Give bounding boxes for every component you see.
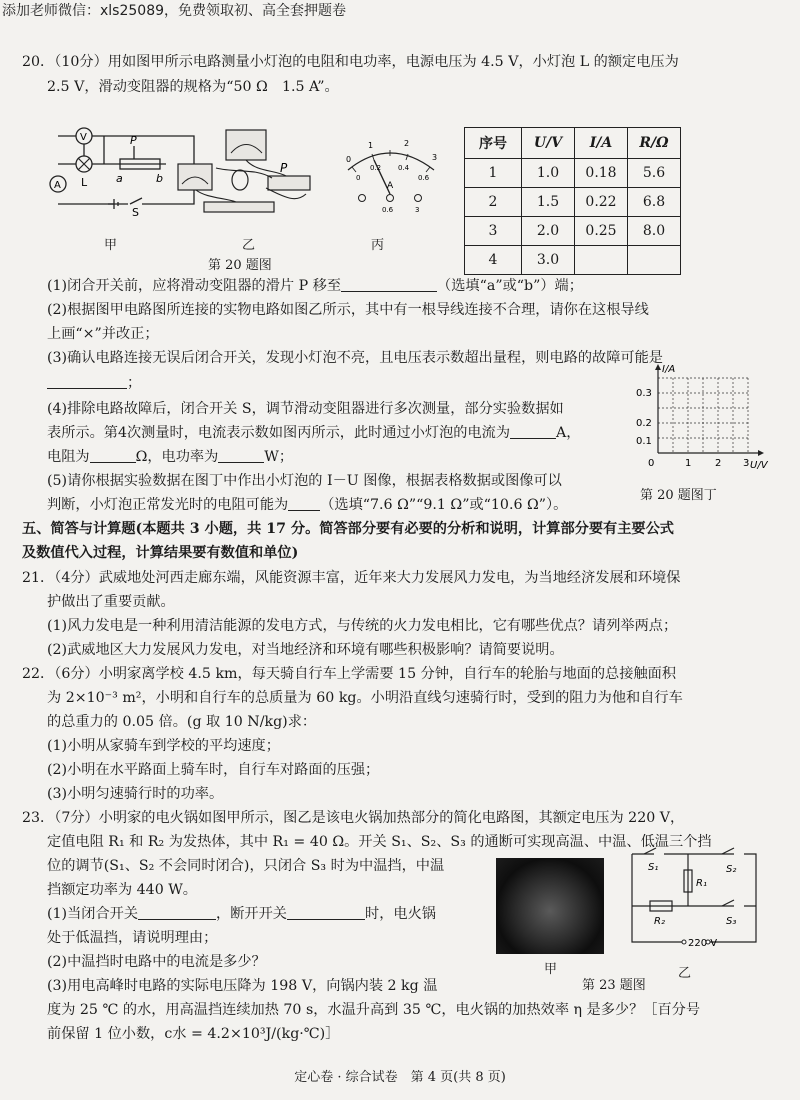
graph-y-tick: 0.1 [636, 436, 652, 447]
dial-tick-1: 1 [368, 141, 374, 150]
cell-voltage: 1.5 [522, 188, 575, 217]
q20-fig-jia-label: 甲 [104, 238, 118, 253]
dial-tick-2: 2 [404, 139, 410, 148]
graph-x-tick: 3 [743, 458, 750, 469]
th-current: I/A [575, 128, 628, 159]
q23-open-switch-blank[interactable] [287, 905, 365, 920]
q23-fig-jia-label: 甲 [544, 962, 558, 977]
q23-sub3-line2: 度为 25 ℃ 的水，用高温挡连续加热 70 s，水温升高到 35 ℃，电火锅的加热效率 η 是多少？［百分号 [47, 1002, 701, 1018]
dial-tick-04: 0.4 [398, 164, 410, 172]
q22-line2: 为 2×10⁻³ m²，小明和自行车的总质量为 60 kg。小明沿直线匀速骑行时，受到的阻力为他和自行车 [47, 690, 683, 706]
q20-sub4-line1: (4)排除电路故障后，闭合开关 S，调节滑动变阻器进行多次测量，部分实验数据如 [47, 401, 564, 417]
cell-resistance [628, 246, 681, 275]
graph-x-tick: 0 [648, 458, 655, 469]
q23-closed-switch-blank[interactable] [138, 905, 216, 920]
q23-hotpot-photo [496, 858, 604, 954]
terminal-06: 0.6 [382, 206, 394, 214]
q23-switch-s3: S₃ [726, 916, 737, 927]
ammeter-label: A [54, 180, 61, 191]
q23-fig-caption: 第 23 题图 [582, 978, 646, 993]
q20-sub4-current-unit: A， [556, 425, 581, 441]
table-row [465, 246, 681, 275]
q20-power-blank[interactable] [218, 448, 264, 463]
dial-unit-a: A [387, 181, 394, 191]
q23-sub2: (2)中温挡时电路中的电流是多少？ [47, 954, 266, 970]
q20-sub2-line2: 上画“×”并改正； [47, 326, 159, 342]
graph-x-tick: 2 [715, 458, 722, 469]
fig-yi-slider-label: P [280, 161, 288, 175]
q20-data-table [464, 127, 681, 275]
graph-x-label: U/V [750, 460, 768, 471]
q21-sub2: (2)武威地区大力发展风力发电，对当地经济和环境有哪些积极影响？请简要说明。 [47, 642, 564, 658]
table-header-row [465, 128, 681, 159]
q23-resistor-r2: R₂ [654, 916, 665, 927]
graph-y-tick: 0.3 [636, 388, 652, 399]
cell-voltage: 2.0 [522, 217, 575, 246]
cell-voltage: 3.0 [522, 246, 575, 275]
q20-sub5-line2 [47, 495, 567, 515]
q22-sub3: (3)小明匀速骑行时的功率。 [47, 786, 224, 802]
watermark: 添加老师微信：xls25089，免费领取初、高全套押题卷 [2, 3, 347, 19]
q20-sub1 [47, 276, 583, 296]
q20-intro-line2: 2.5 V，滑动变阻器的规格为“50 Ω 1.5 A”。 [47, 79, 339, 95]
q21-line2: 护做出了重要贡献。 [47, 594, 175, 610]
th-resistance: R/Ω [628, 128, 681, 159]
q23-line1: 23．（7分）小明家的电火锅如图甲所示，图乙是该电火锅加热部分的简化电路图，其额定电压为 220 V， [22, 810, 685, 826]
q20-sub4-current-text: 表所示。第4次测量时，电流表示数如图丙所示，此时通过小灯泡的电流为 [47, 425, 511, 441]
q20-sub4-line2 [47, 423, 580, 443]
q23-sub1-line2: 处于低温挡，请说明理由； [47, 930, 218, 946]
rheostat-label-b: b [156, 172, 163, 185]
cell-index: 4 [465, 246, 522, 275]
q20-sub5-line1: (5)请你根据实验数据在图丁中作出小灯泡的 I－U 图像，根据表格数据或图像可以 [47, 473, 562, 489]
q20-fig-bing-label: 丙 [371, 238, 385, 253]
section5-header-line1: 五、简答与计算题(本题共 3 小题，共 17 分。简答部分要有必要的分析和说明，计算部分要有主要公式 [22, 521, 674, 537]
cell-resistance: 6.8 [628, 188, 681, 217]
q20-fig-caption: 第 20 题图 [208, 258, 272, 273]
cell-resistance: 8.0 [628, 217, 681, 246]
q23-sub1-mid: ，断开开关 [216, 906, 287, 922]
q20-fig-ding-graph [636, 364, 770, 476]
q23-fig-yi-label: 乙 [678, 966, 692, 981]
switch-label-s: S [132, 206, 139, 219]
q22-line3: 的总重力的 0.05 倍。(g 取 10 N/kg)求： [47, 714, 317, 730]
q23-sub1-text: (1)当闭合开关 [47, 906, 139, 922]
q23-switch-s1: S₁ [648, 862, 659, 873]
q23-supply-voltage: 220 V [688, 938, 718, 949]
q20-sub5-options: （选填“7.6 Ω”“9.1 Ω”或“10.6 Ω”）。 [320, 497, 568, 513]
table-row [465, 159, 681, 188]
q20-intro-line1: 20．（10分）用如图甲所示电路测量小灯泡的电阻和电功率，电源电压为 4.5 V，小灯泡 L 的额定电压为 [22, 54, 679, 70]
q23-sub1 [47, 904, 436, 924]
cell-current: 0.25 [575, 217, 628, 246]
q20-sub3-line2 [47, 373, 141, 393]
graph-x-tick: 1 [685, 458, 692, 469]
q20-sub1-text: (1)闭合开关前，应将滑动变阻器的滑片 P 移至 [47, 278, 342, 294]
cell-current: 0.18 [575, 159, 628, 188]
graph-y-tick: 0.2 [636, 418, 652, 429]
rheostat-label-a: a [116, 172, 123, 185]
cell-current [575, 246, 628, 275]
q20-current-blank[interactable] [510, 424, 556, 439]
dial-tick-3: 3 [432, 153, 438, 162]
q23-line4: 挡额定功率为 440 W。 [47, 882, 197, 898]
dial-tick-0-inner: 0 [356, 174, 361, 182]
q22-sub1: (1)小明从家骑车到学校的平均速度； [47, 738, 280, 754]
q23-switch-s2: S₂ [726, 864, 737, 875]
q20-fig-bing-ammeter [338, 136, 448, 216]
th-index: 序号 [465, 128, 522, 159]
q23-line2: 定值电阻 R₁ 和 R₂ 为发热体，其中 R₁ = 40 Ω。开关 S₁、S₂、S₃ 的通断可实现高温、中温、低温三个挡 [47, 834, 712, 850]
cell-resistance: 5.6 [628, 159, 681, 188]
q22-line1: 22．（6分）小明家离学校 4.5 km，每天骑自行车上学需要 15 分钟，自行车的轮胎与地面的总接触面积 [22, 666, 677, 682]
q23-fig-yi-circuit [626, 846, 766, 956]
page-footer: 定心卷 · 综合试卷 第 4 页(共 8 页) [294, 1070, 506, 1085]
q20-sub3-line1: (3)确认电路连接无误后闭合开关，发现小灯泡不亮，且电压表示数超出量程，则电路的故障可能是 [47, 350, 663, 366]
q21-line1: 21．（4分）武威地处河西走廊东端，风能资源丰富，近年来大力发展风力发电，为当地经济发展和环境保 [22, 570, 681, 586]
q20-sub4-line3 [47, 447, 293, 467]
q20-power-unit: W； [264, 449, 294, 465]
lamp-label: L [81, 176, 88, 189]
terminal-3: 3 [415, 206, 420, 214]
q23-line3: 位的调节(S₁、S₂ 不会同时闭合)，只闭合 S₃ 时为中温挡，中温 [47, 858, 445, 874]
q20-sub5-text: 判断，小灯泡正常发光时的电阻可能为 [47, 497, 289, 513]
q23-sub1-tail: 时，电火锅 [365, 906, 436, 922]
q23-sub3-line1: (3)用电高峰时电路的实际电压降为 198 V，向锅内装 2 kg 温 [47, 978, 438, 994]
q20-power-text: Ω，电功率为 [135, 449, 219, 465]
q20-fig-yi-apparatus [176, 128, 326, 223]
q20-resistance-text: 电阻为 [47, 449, 90, 465]
q23-sub3-line3: 前保留 1 位小数，c水 = 4.2×10³J/(kg·℃)］ [47, 1026, 340, 1042]
q20-sub3-blank[interactable] [47, 374, 127, 389]
q21-sub1: (1)风力发电是一种利用清洁能源的发电方式，与传统的火力发电相比，它有哪些优点？请列举两点； [47, 618, 678, 634]
dial-tick-02: 0.2 [370, 164, 382, 172]
cell-current: 0.22 [575, 188, 628, 217]
slider-label-p: P [130, 134, 137, 147]
voltmeter-label: V [80, 132, 87, 143]
q20-resistance-blank[interactable] [90, 448, 136, 463]
section5-header-line2: 及数值代入过程，计算结果要有数值和单位) [22, 545, 299, 561]
q20-fig-yi-label: 乙 [242, 238, 256, 253]
cell-voltage: 1.0 [522, 159, 575, 188]
q20-sub3-tail: ； [127, 375, 142, 391]
cell-index: 2 [465, 188, 522, 217]
q20-sub2-line1: (2)根据图甲电路图所连接的实物电路如图乙所示，其中有一根导线连接不合理，请你在这根导线 [47, 302, 649, 318]
table-row [465, 188, 681, 217]
graph-y-label: I/A [662, 364, 676, 375]
q20-fig-ding-caption: 第 20 题图丁 [640, 488, 717, 503]
table-row [465, 217, 681, 246]
cell-index: 3 [465, 217, 522, 246]
cell-index: 1 [465, 159, 522, 188]
th-voltage: U/V [522, 128, 575, 159]
q20-sub5-blank[interactable] [288, 496, 320, 511]
dial-tick-0: 0 [346, 155, 352, 164]
q20-sub1-blank[interactable] [341, 277, 437, 292]
dial-tick-06: 0.6 [418, 174, 430, 182]
q22-sub2: (2)小明在水平路面上骑车时，自行车对路面的压强； [47, 762, 380, 778]
q23-resistor-r1: R₁ [696, 878, 707, 889]
q20-sub1-tail: （选填“a”或“b”）端； [437, 278, 583, 294]
